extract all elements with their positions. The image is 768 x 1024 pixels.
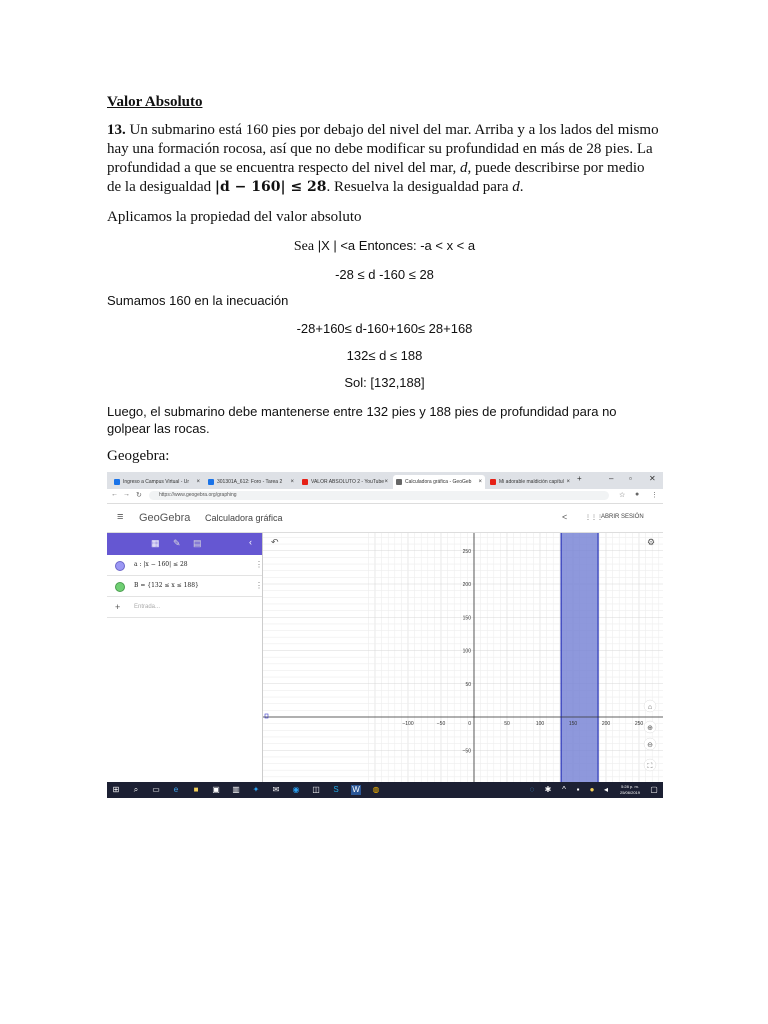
property-line xyxy=(107,237,662,256)
tab-label: VALOR ABSOLUTO 2 - YouTube xyxy=(311,479,385,485)
equation-3: -28+160≤ d-160+160≤ 28+168 xyxy=(296,321,473,336)
edge-icon[interactable]: e xyxy=(173,785,179,794)
network-icon[interactable]: ▪ xyxy=(576,785,580,794)
camera-icon[interactable]: ◉ xyxy=(292,785,300,794)
x-tick-label: 100 xyxy=(535,721,545,727)
zoom-out-icon[interactable]: ⊖ xyxy=(647,742,653,749)
mail-icon[interactable]: ✉ xyxy=(272,785,280,794)
visibility-dot[interactable] xyxy=(115,561,125,571)
fullscreen-icon[interactable]: ⛶ xyxy=(647,763,653,770)
equation-4: 132≤ d ≤ 188 xyxy=(346,348,423,363)
doc-title: Valor Absoluto xyxy=(107,94,203,110)
algebra-row[interactable] xyxy=(107,576,262,597)
start-icon[interactable]: ⊞ xyxy=(112,785,120,794)
input-field[interactable]: Entrada... xyxy=(134,604,161,610)
problem-var: d xyxy=(460,160,468,176)
tray-icon: ● xyxy=(589,785,595,794)
volume-icon[interactable]: ◂ xyxy=(603,785,608,794)
problem-end: . xyxy=(519,179,524,195)
x-tick-label: −100 xyxy=(402,721,414,727)
zoom-in-icon[interactable]: ⊕ xyxy=(647,725,653,732)
problem-body: Un submarino está 160 pies por debajo del nivel del mar. Arriba y a los lados del mismo hay una formación rocosa, así que no debe modificar su profundidad en más de 28 pies. La profundidad a que se encuentra respecto del nivel del mar, xyxy=(107,122,659,176)
tab-label: Mi adorable maldición capítul xyxy=(499,479,564,485)
clock[interactable] xyxy=(615,784,645,796)
tab-label: 301301A_612: Foro - Tarea 2 xyxy=(217,479,283,485)
y-tick-label: −50 xyxy=(462,748,471,755)
problem-number: 13. xyxy=(107,122,126,138)
x-tick-label: −50 xyxy=(436,721,446,727)
url-field[interactable]: https://www.geogebra.org/graphing xyxy=(149,491,609,500)
tab-close-icon[interactable]: × xyxy=(478,479,482,485)
algebra-row[interactable] xyxy=(107,555,262,576)
sea-word: Sea xyxy=(293,239,315,254)
problem-var-2: d xyxy=(512,179,520,195)
menu-dots-icon[interactable]: ⋮ xyxy=(651,492,658,499)
problem-body-3: . Resuelva la desigualdad para xyxy=(326,179,513,195)
reload-icon[interactable]: ↻ xyxy=(136,492,142,499)
tab-close-icon[interactable]: × xyxy=(384,479,388,485)
signin-button[interactable]: ABRIR SESIÓN xyxy=(601,514,644,520)
notifications-icon[interactable]: ▢ xyxy=(650,785,658,794)
windows-taskbar xyxy=(107,782,663,798)
problem-text xyxy=(107,121,662,197)
add-icon[interactable]: + xyxy=(115,602,121,612)
x-tick-label: 200 xyxy=(601,721,611,727)
algebra-toolbar xyxy=(107,533,262,555)
settings-gear-icon[interactable]: ⚙ xyxy=(647,537,656,547)
tools-icon[interactable]: ✎ xyxy=(173,538,181,548)
y-tick-label: 50 xyxy=(465,681,471,688)
new-tab-button[interactable]: + xyxy=(577,474,582,483)
browser-tab[interactable] xyxy=(205,475,297,489)
tab-favicon xyxy=(490,479,496,485)
app-title: Calculadora gráfica xyxy=(205,513,283,523)
tab-favicon xyxy=(396,479,402,485)
visibility-dot[interactable] xyxy=(115,582,125,592)
input-row[interactable] xyxy=(107,597,262,618)
equation-2: -28 ≤ d -160 ≤ 28 xyxy=(335,267,434,282)
app-icon[interactable]: ◫ xyxy=(312,785,320,794)
geogebra-label: Geogebra: xyxy=(107,448,170,464)
chevron-up-icon[interactable]: ^ xyxy=(562,785,566,794)
browser-tab-bar xyxy=(107,472,663,489)
close-window-button[interactable]: ✕ xyxy=(649,474,656,483)
algebra-view xyxy=(107,533,263,784)
app-icon[interactable]: ✦ xyxy=(252,785,260,794)
tab-favicon xyxy=(302,479,308,485)
geogebra-header xyxy=(107,504,663,533)
folder-icon[interactable]: ■ xyxy=(193,785,199,794)
minimize-button[interactable]: – xyxy=(609,474,614,483)
hamburger-menu-icon[interactable]: ≡ xyxy=(117,511,124,523)
geogebra-screenshot xyxy=(107,472,663,798)
apply-text: Aplicamos la propiedad del valor absoluto xyxy=(107,209,362,225)
browser-tab[interactable] xyxy=(299,475,391,489)
bookmark-star-icon[interactable]: ☆ xyxy=(619,492,626,499)
property-eq: |X | <a Entonces: -a < x < a xyxy=(314,238,476,253)
tab-close-icon[interactable]: × xyxy=(196,479,200,485)
search-icon[interactable]: ⌕ xyxy=(133,785,139,794)
table-icon[interactable]: ▤ xyxy=(193,538,202,548)
share-icon[interactable]: < xyxy=(562,512,568,522)
task-view-icon[interactable]: ▭ xyxy=(152,785,160,794)
clock-date: 25/06/2019 xyxy=(619,790,641,795)
geogebra-logo: GeoGebra xyxy=(139,512,191,524)
solution: Sol: [132,188] xyxy=(344,375,425,390)
collapse-chevron-icon[interactable]: ‹ xyxy=(249,537,252,547)
more-options-icon[interactable]: ⋮ xyxy=(255,581,263,590)
tray-icon: ◌ xyxy=(529,785,535,794)
browser-tab[interactable] xyxy=(487,475,573,489)
x-tick-label: 250 xyxy=(634,721,644,727)
expression[interactable]: a : |x − 160| ≤ 28 xyxy=(134,561,188,568)
profile-icon[interactable]: ● xyxy=(635,491,640,498)
undo-icon[interactable]: ↶ xyxy=(271,537,279,547)
address-bar-row xyxy=(107,489,663,504)
sumamos-text: Sumamos 160 en la inecuación xyxy=(107,293,289,308)
conclusion-text: Luego, el submarino debe mantenerse entre 132 pies y 188 pies de profundidad para no golpear las rocas. xyxy=(107,404,617,436)
y-tick-label: 200 xyxy=(462,582,471,588)
skype-icon[interactable]: S xyxy=(333,785,339,794)
back-icon[interactable]: ← xyxy=(111,491,118,498)
tab-favicon xyxy=(208,479,214,485)
tray-icon: ✱ xyxy=(544,785,552,794)
browser-tab[interactable] xyxy=(111,475,203,489)
calculator-icon[interactable]: ▦ xyxy=(151,538,160,548)
forward-icon[interactable]: → xyxy=(123,491,130,498)
graphics-view[interactable] xyxy=(263,533,663,784)
home-icon[interactable]: ⌂ xyxy=(647,704,653,711)
x-tick-label: 50 xyxy=(504,721,510,727)
y-tick-label: 100 xyxy=(462,648,471,655)
apps-grid-icon[interactable]: ⋮⋮⋮ xyxy=(585,515,603,521)
y-tick-label: 150 xyxy=(462,615,471,622)
tab-label: Ingreso a Campus Virtual - Ur xyxy=(123,479,190,485)
axis-point-marker xyxy=(265,714,268,718)
origin-label: 0 xyxy=(468,721,471,727)
inequality: |d − 160| ≤ 28 xyxy=(214,179,327,195)
more-options-icon[interactable]: ⋮ xyxy=(255,560,263,569)
tab-close-icon[interactable]: × xyxy=(290,479,294,485)
browser-tab-active[interactable] xyxy=(393,475,485,489)
store-icon[interactable]: ▣ xyxy=(212,785,220,794)
problem-body-2: , puede describirse por medio de la desigualdad xyxy=(107,160,645,195)
chrome-icon[interactable]: ◍ xyxy=(372,785,380,794)
word-icon[interactable]: W xyxy=(352,785,360,794)
tab-favicon xyxy=(114,479,120,485)
solution-band xyxy=(561,533,598,784)
maximize-button[interactable]: ▫ xyxy=(629,474,632,483)
tab-close-icon[interactable]: × xyxy=(566,479,570,485)
app-icon[interactable]: ▥ xyxy=(232,785,240,794)
y-tick-label: 250 xyxy=(462,548,471,555)
expression[interactable]: B = {132 ≤ x ≤ 188} xyxy=(134,582,199,589)
clock-time: 5:28 p. m. xyxy=(621,784,639,789)
x-tick-label: 150 xyxy=(568,721,578,727)
tab-label: Calculadora gráfica - GeoGeb xyxy=(405,479,472,485)
